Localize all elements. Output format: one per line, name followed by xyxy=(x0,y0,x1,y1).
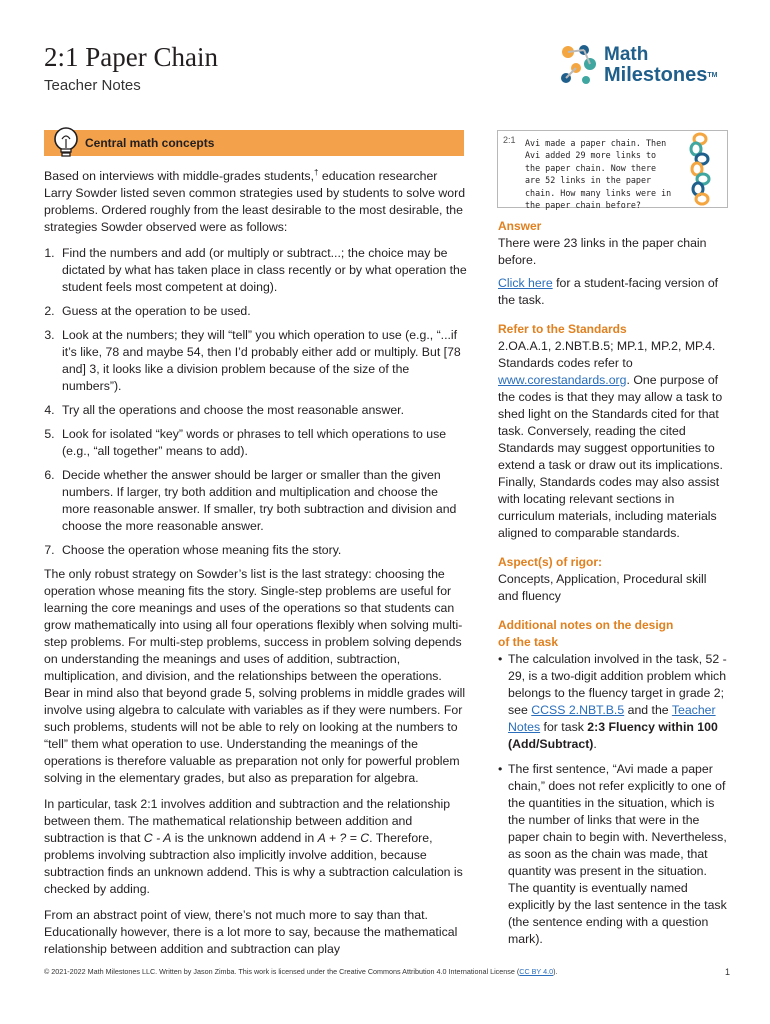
intro-text-b: education researcher Larry Sowder listed seven common strategies used by students to solve word problems. Ordered roughly from the least desirable to the most desirable, the strategies Sowder observed were as follows: xyxy=(44,169,466,235)
strategy-item: 6. Decide whether the answer should be larger or smaller than the given numbers. If larger, try both addition and multiplication and choose the more reasonable answer. If smaller, try both subtraction and division and choose the more reasonable answer. xyxy=(58,467,468,535)
strategy-item: 7. Choose the operation whose meaning fits the story. xyxy=(58,542,468,559)
expression-addend-equation: A + ? = C xyxy=(317,831,370,846)
paper-chain-icon xyxy=(680,131,720,207)
answer-section xyxy=(498,218,730,309)
footer-copyright-end: ). xyxy=(553,967,558,976)
standards-text-a: Standards codes refer to xyxy=(498,356,633,370)
note1-text-d: . xyxy=(593,737,597,751)
page-title: 2:1 Paper Chain xyxy=(44,42,218,72)
strategy-item: 3. Look at the numbers; they will “tell” you which operation to use (e.g., “...if it’s like, 78 and maybe 54, then I’d probably either add or multiply. But [78 and] 3, it looks like a division problem because of the size of the numbers”). xyxy=(58,327,468,395)
corestandards-link[interactable]: www.corestandards.org xyxy=(498,373,627,387)
page-subtitle: Teacher Notes xyxy=(44,77,141,94)
design-notes-heading xyxy=(498,617,730,651)
answer-text: There were 23 links in the paper chain before. xyxy=(498,236,707,267)
note1-text-b: and the xyxy=(624,703,672,717)
standards-codes: 2.OA.A.1, 2.NBT.B.5; MP.1, MP.2, MP.4. xyxy=(498,339,716,353)
footer xyxy=(44,967,730,976)
rigor-section xyxy=(498,554,730,605)
logo-mark-icon xyxy=(558,42,600,86)
expression-c-minus-a: C - A xyxy=(143,831,172,846)
abstract-view-paragraph: From an abstract point of view, there’s not much more to say than that. Educationally however, there is a lot more to say, because the mathematical relationship between addition and subtraction can play xyxy=(44,908,458,957)
ccss-link[interactable]: CCSS 2.NBT.B.5 xyxy=(531,703,625,717)
intro-text-a: Based on interviews with middle-grades students, xyxy=(44,169,314,184)
standards-heading: Refer to the Standards xyxy=(498,322,627,336)
student-version-note xyxy=(498,275,730,309)
strategy-item: 1. Find the numbers and add (or multiply or subtract...; the choice may be dictated by what has taken place in class recently or by what operation the student feels most competent at doing). xyxy=(58,245,468,296)
design-notes-list xyxy=(498,651,730,948)
task-text: Avi made a paper chain. Then Avi added 29 more links to the paper chain. Now there are 52 links in the paper chain. How many links were in the paper chain before? xyxy=(525,138,672,211)
central-concepts-bar xyxy=(44,130,464,156)
note1-text-c: for task xyxy=(540,720,588,734)
standards-section xyxy=(498,321,730,542)
intro-paragraph xyxy=(44,164,468,236)
task-reference: 2:3 Fluency within 100 (Add/Subtract) xyxy=(508,720,718,751)
central-concepts-heading: Central math concepts xyxy=(85,136,215,150)
page-number: 1 xyxy=(724,967,730,977)
strategy-item: 5. Look for isolated “key” words or phrases to tell which operations to use (e.g., “all together” means to add). xyxy=(58,426,468,460)
license-link[interactable]: CC BY 4.0 xyxy=(519,967,554,976)
addition-subtraction-paragraph xyxy=(44,796,468,898)
design-notes-section xyxy=(498,617,730,948)
student-version-link[interactable]: Click here xyxy=(498,276,553,290)
design-note-item xyxy=(498,651,730,753)
para2-text-a: In particular, task 2:1 involves addition and subtraction and the relationship between them. The mathematical relationship between addition and subtraction is that xyxy=(44,797,451,846)
strategy-item: 4. Try all the operations and choose the most reasonable answer. xyxy=(58,402,468,419)
bullet-icon: • xyxy=(498,652,503,666)
teacher-notes-link[interactable]: Teacher Notes xyxy=(508,703,716,734)
para2-text-c: . Therefore, problems involving subtraction also implicitly involve addition, because subtraction finds an unknown addend. This is why a subtraction calculation is checked by adding. xyxy=(44,831,463,897)
robust-strategy-paragraph: The only robust strategy on Sowder’s list is the last strategy: choosing the operation whose meaning fits the story. Single-step problems are useful for learning the core meanings and uses of the operations so that students can grow mathematically into using all four operations flexibly when solving multi-step problems. For multi-step problems, success in problem solving depends on understanding the meanings and uses of addition, subtraction, multiplication, and division, and the relationships between the operations. Bear in mind also that beyond grade 5, solving problems in middle grades will involve using algebra to calculate with variables as if they were numbers. For such problems, students will not be able to rely on looking at the numbers to “tell” them what operation to use. Understanding the meanings of the operations is therefore valuable as preparation not only for powerful problem solving in the elementary grades, but also as preparation for algebra. xyxy=(44,567,466,786)
rigor-heading: Aspect(s) of rigor: xyxy=(498,555,603,569)
footnote-marker: † xyxy=(314,168,319,177)
logo-line1: Math xyxy=(604,44,649,65)
design-note-item xyxy=(498,761,730,948)
right-column xyxy=(498,218,730,960)
design-heading-line1: Additional notes on the design xyxy=(498,618,674,632)
note1-text-a: The calculation involved in the task, 52 - 29, is a two-digit addition problem which belongs to the fluency target in grade 2; see xyxy=(508,652,727,717)
design-heading-line2: of the task xyxy=(498,635,559,649)
standards-text-b: . One purpose of the codes is that they may allow a task to shed light on the Standards cited for that task. Conversely, reading the cited Standards may suggest opportunities to extend a task or draw out its implications. Finally, Standards codes may also assist with locating relevant sections in curriculum materials, including materials aligned to comparable standards. xyxy=(498,373,723,540)
footer-copyright: © 2021-2022 Math Milestones LLC. Written by Jason Zimba. This work is licensed under the Creative Commons Attribution 4.0 International License ( xyxy=(44,967,520,976)
bullet-icon: • xyxy=(498,762,503,776)
math-milestones-logo xyxy=(558,42,738,92)
standards-text xyxy=(498,338,730,542)
logo-line2: Milestones xyxy=(604,64,708,86)
logo-tm: TM xyxy=(707,72,718,79)
strategy-list xyxy=(44,245,468,559)
strategy-item: 2. Guess at the operation to be used. xyxy=(58,303,468,320)
left-column xyxy=(44,164,468,967)
lightbulb-icon xyxy=(52,126,80,160)
para2-text-b: is the unknown addend in xyxy=(171,831,318,846)
task-box xyxy=(497,130,728,211)
answer-heading: Answer xyxy=(498,219,542,233)
note2-text: The first sentence, “Avi made a paper chain,” does not refer explicitly to one of the quantities in the situation, which is the number of links that were in the paper chain to begin with. Nevertheless, as soon as the chain was made, that quantity was present in the situation. The quantity is eventually named explicitly by the last sentence in the task (the sentence ending with a question mark). xyxy=(508,762,727,946)
student-version-text: for a student-facing version of the task. xyxy=(498,276,719,307)
task-number: 2:1 xyxy=(503,135,516,145)
rigor-text: Concepts, Application, Procedural skill and fluency xyxy=(498,572,707,603)
